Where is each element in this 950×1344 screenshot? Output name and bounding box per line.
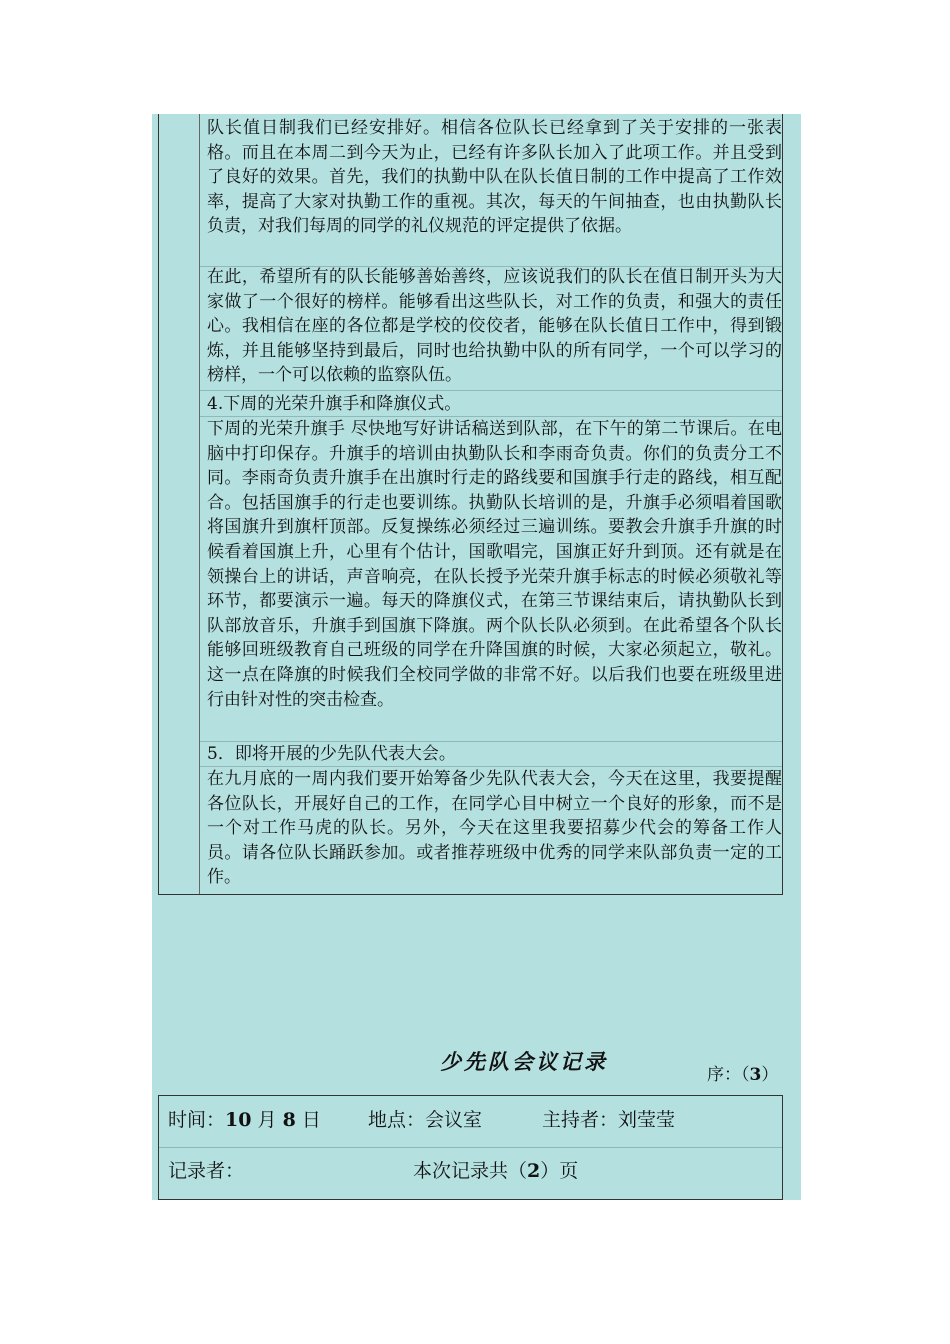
heading-congress: 5．即将开展的少先队代表大会。: [207, 744, 456, 764]
seq-label: 序：（: [707, 1065, 750, 1085]
document-page: [152, 114, 801, 1200]
sequence-number: [707, 1060, 778, 1085]
paragraph-expectation: 在此，希望所有的队长能够善始善终，应该说我们的队长在值日制开头为大家做了一个很好的榜样。能够看出这些队长，对工作的负责，和强大的责任心。我相信在座的各位都是学校的佼佼者，能够在队长值日工作中，得到锻炼，并且能够坚持到最后，同时也给执勤中队的所有同学，一个可以学习的榜样，一个可以依赖的监察队伍。: [207, 267, 782, 386]
time-month-unit: 月: [251, 1109, 283, 1131]
time-day-unit: 日: [295, 1109, 321, 1131]
row-divider: [200, 390, 782, 391]
seq-num: 3: [749, 1065, 762, 1085]
meeting-info-table: [158, 1095, 783, 1200]
meeting-title: 少先队会议记录: [440, 1049, 608, 1074]
heading-flag-ceremony: 4.下周的光荣升旗手和降旗仪式。: [207, 394, 462, 414]
pages-pre: 本次记录共（: [413, 1160, 528, 1182]
paragraph-duty-system: 队长值日制我们已经安排好。相信各位队长已经拿到了关于安排的一张表格。而且在本周二到今天为止，已经有许多队长加入了此项工作。并且受到了良好的效果。首先，我们的执勤中队在队长值日制的工作中提高了工作效率，提高了大家对执勤工作的重视。其次，每天的午间抽查，也由执勤队长负责，对我们每周的同学的礼仪规范的评定提供了依据。: [207, 118, 782, 237]
meeting-recorder: 记录者：: [168, 1160, 245, 1182]
seq-close: ）: [761, 1065, 779, 1085]
time-month: 10: [225, 1109, 252, 1131]
meeting-host: 主持者：刘莹莹: [542, 1109, 676, 1131]
record-pages: [413, 1156, 578, 1183]
paragraph-congress: 在九月底的一周内我们要开始筹备少先队代表大会，今天在这里，我要提醒各位队长，开展好自己的工作，在同学心目中树立一个良好的形象，而不是一个对工作马虎的队长。另外，今天在这里我要招募少代会的筹备工作人员。请各位队长踊跃参加。或者推荐班级中优秀的同学来队部负责一定的工作。: [207, 769, 782, 888]
pages-post: ）页: [540, 1160, 579, 1182]
meeting-time: [168, 1105, 321, 1132]
row-divider: [159, 1147, 782, 1148]
meeting-place: 地点：会议室: [368, 1109, 483, 1131]
time-day: 8: [282, 1109, 296, 1131]
pages-num: 2: [527, 1160, 541, 1182]
time-label: 时间：: [168, 1109, 226, 1131]
minutes-table: [158, 114, 783, 895]
paragraph-flag-ceremony: 下周的光荣升旗手 尽快地写好讲话稿送到队部，在下午的第二节课后。在电脑中打印保存。升旗手的培训由执勤队长和李雨奇负责。你们的负责分工不同。李雨奇负责升旗手在出旗时行走的路线要和国旗手行走的路线，相互配合。包括国旗手的行走也要训练。执勤队长培训的是，升旗手必须唱着国歌将国旗升到旗杆顶部。反复操练必须经过三遍训练。要教会升旗手升旗的时候看着国旗上升，心里有个估计，国歌唱完，国旗正好升到顶。还有就是在领操台上的讲话，声音响亮，在队长授予光荣升旗手标志的时候必须敬礼等环节，都要演示一遍。每天的降旗仪式，在第三节课结束后，请执勤队长到队部放音乐，升旗手到国旗下降旗。两个队长队必须到。在此希望各个队长能够回班级教育自己班级的同学在升降国旗的时候，大家必须起立，敬礼。这一点在降旗的时候我们全校同学做的非常不好。以后我们也要在班级里进行由针对性的突击检查。: [207, 419, 782, 710]
column-divider: [199, 114, 200, 894]
